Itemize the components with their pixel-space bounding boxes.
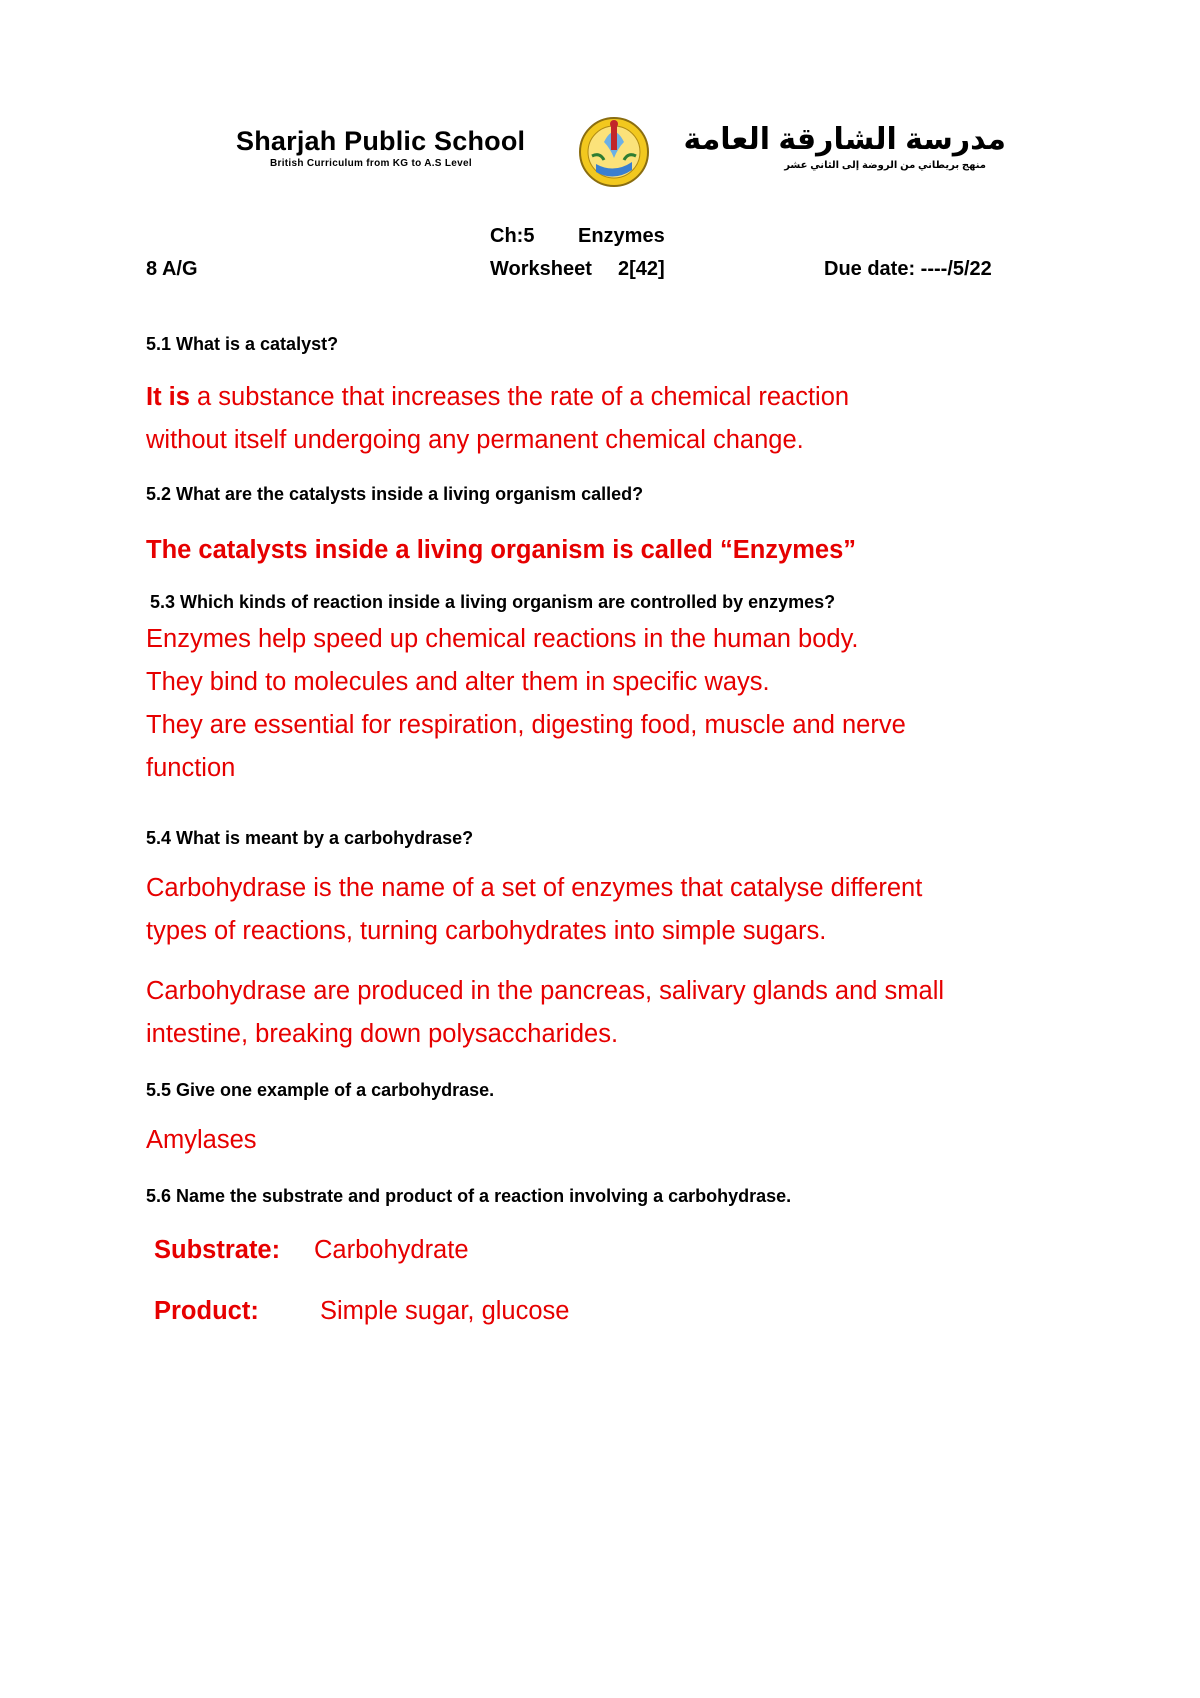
worksheet-label: Worksheet	[490, 258, 592, 280]
answer-5-4-line-2: types of reactions, turning carbohydrates into simple sugars.	[146, 917, 827, 945]
answer-5-2: The catalysts inside a living organism is called “Enzymes”	[146, 536, 857, 564]
answer-5-1-rest: a substance that increases the rate of a chemical reaction	[189, 383, 850, 411]
answer-5-4-line-4: intestine, breaking down polysaccharides.	[146, 1020, 619, 1048]
question-5-3: 5.3 Which kinds of reaction inside a living organism are controlled by enzymes?	[150, 592, 836, 612]
chapter-label: Ch:5	[490, 225, 535, 247]
school-subtitle-en: British Curriculum from KG to A.S Level	[270, 158, 472, 169]
school-name-en: Sharjah Public School	[236, 126, 526, 156]
question-5-6: 5.6 Name the substrate and product of a reaction involving a carbohydrase.	[146, 1186, 792, 1206]
answer-5-1-lead: It is	[146, 383, 190, 411]
answer-5-3-line-3: They are essential for respiration, digesting food, muscle and nerve	[146, 711, 906, 739]
answer-5-3-line-1: Enzymes help speed up chemical reactions in the human body.	[146, 625, 859, 653]
product-value: Simple sugar, glucose	[320, 1297, 570, 1325]
question-5-5: 5.5 Give one example of a carbohydrase.	[146, 1080, 495, 1100]
substrate-value: Carbohydrate	[314, 1236, 469, 1264]
answer-5-5: Amylases	[146, 1126, 257, 1154]
question-5-1: 5.1 What is a catalyst?	[146, 334, 339, 354]
answer-5-4-line-3: Carbohydrase are produced in the pancreas, salivary glands and small	[146, 977, 945, 1005]
answer-5-3-line-4: function	[146, 754, 236, 782]
due-date: Due date: ----/5/22	[824, 258, 992, 280]
answer-5-3-line-2: They bind to molecules and alter them in specific ways.	[146, 668, 770, 696]
answer-5-1-line-2: without itself undergoing any permanent chemical change.	[146, 426, 804, 454]
question-5-2: 5.2 What are the catalysts inside a living organism called?	[146, 484, 644, 504]
product-label: Product:	[154, 1297, 259, 1325]
class-label: 8 A/G	[146, 258, 198, 280]
worksheet-number: 2[42]	[618, 258, 665, 280]
answer-5-4-line-1: Carbohydrase is the name of a set of enzymes that catalyse different	[146, 874, 923, 902]
school-emblem-icon	[574, 112, 654, 192]
answer-5-1-line-1	[146, 383, 849, 412]
school-name-ar: مدرسة الشارقة العامة	[683, 123, 1006, 156]
school-subtitle-ar: منهج بريطاني من الروضة إلى الثاني عشر	[784, 160, 986, 171]
substrate-label: Substrate:	[154, 1236, 281, 1264]
topic-label: Enzymes	[578, 225, 665, 247]
question-5-4: 5.4 What is meant by a carbohydrase?	[146, 828, 474, 848]
